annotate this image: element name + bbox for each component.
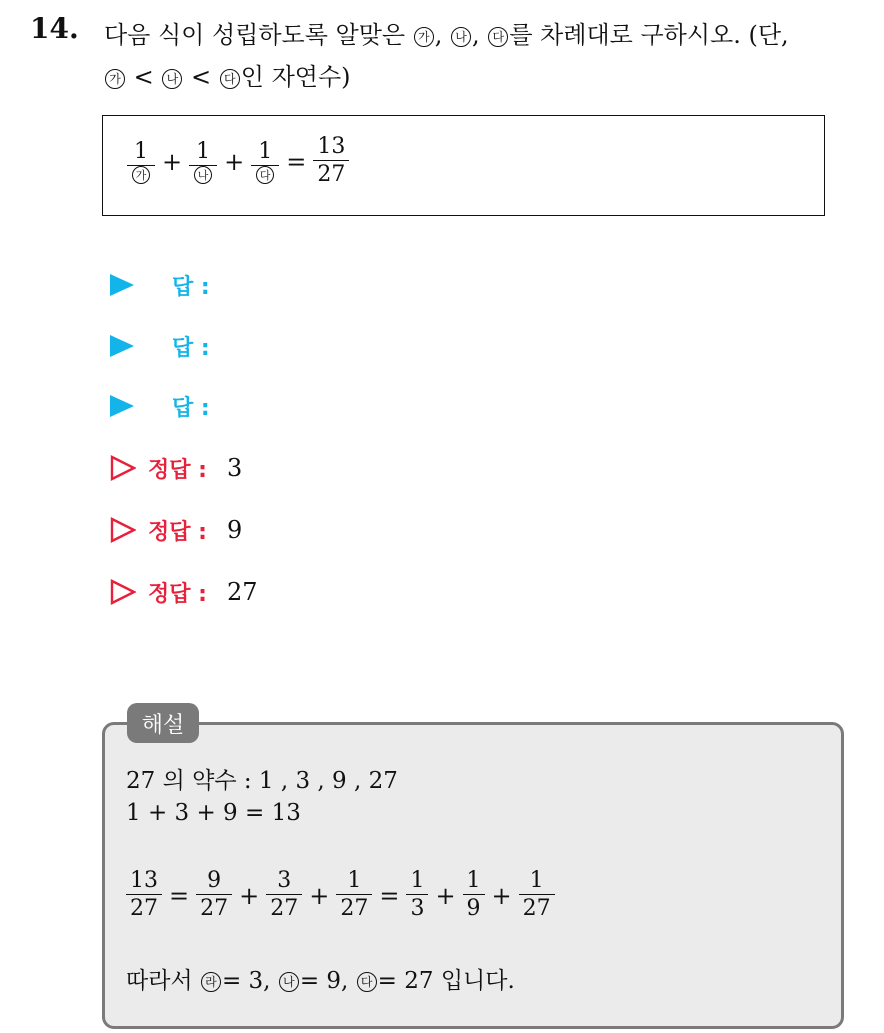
correct-label: 정답 : — [148, 457, 207, 483]
explanation-fraction-equation: $\frac{13}{27}$ = $\frac{9}{27}$ + $\frac{3}{27}$ + $\frac{1}{27}$ = $\frac{1}{3}$ + $\frac{1}{9}$ + $\frac{1}{27}$ — [122, 868, 559, 923]
question-number: 14. — [30, 12, 79, 45]
correct-answer-row-3 — [110, 574, 258, 610]
question-text — [104, 14, 874, 98]
question-line-2: 가 < 나 < 다 인 자연수) — [104, 56, 874, 98]
question-line-1: 다음 식이 성립하도록 알맞은 가 , 나 , 다 를 차례대로 구하시오. (단, — [104, 21, 789, 49]
symbol-na: 나 — [451, 27, 471, 47]
fraction: $\frac{9}{27}$ — [196, 868, 232, 923]
correct-answer-row-1 — [110, 450, 242, 486]
answer-label: 답 : — [172, 274, 210, 300]
fraction: $\frac{1}{9}$ — [463, 868, 485, 923]
fraction: $\frac{1}{27}$ — [519, 868, 555, 923]
correct-value: 9 — [226, 516, 243, 544]
symbol-ga: 가 — [132, 166, 150, 184]
explanation-line-sum: 1 + 3 + 9 = 13 — [126, 800, 301, 826]
fraction: $\frac{3}{27}$ — [266, 868, 302, 923]
outline-triangle-icon — [110, 517, 136, 543]
symbol-da: 다 — [256, 166, 274, 184]
fraction-rhs: $\frac{13}{27}$ — [313, 134, 349, 189]
answer-label: 답 : — [172, 395, 210, 421]
fraction-ga: $\frac{1}{\text{가}}$ — [127, 139, 155, 184]
symbol-ga: 가 — [414, 27, 434, 47]
fraction: $\frac{13}{27}$ — [126, 868, 162, 923]
fraction: $\frac{1}{27}$ — [336, 868, 372, 923]
explanation-tab: 해설 — [127, 703, 199, 743]
explanation-conclusion: 따라서 라 = 3, 나 = 9, 다 = 27 입니다. — [126, 968, 515, 994]
fraction-da: $\frac{1}{\text{다}}$ — [251, 139, 279, 184]
answer-row-1[interactable] — [110, 267, 210, 303]
symbol-na: 나 — [194, 166, 212, 184]
symbol-na: 나 — [162, 69, 182, 89]
symbol-ga: 가 — [105, 69, 125, 89]
symbol-ra: 라 — [201, 972, 221, 992]
outline-triangle-icon — [110, 455, 136, 481]
fraction: $\frac{1}{3}$ — [406, 868, 428, 923]
play-triangle-icon — [110, 395, 134, 417]
play-triangle-icon — [110, 274, 134, 296]
outline-triangle-icon — [110, 579, 136, 605]
symbol-na: 나 — [279, 972, 299, 992]
answer-label: 답 : — [172, 335, 210, 361]
symbol-da: 다 — [488, 27, 508, 47]
correct-answer-row-2 — [110, 512, 242, 548]
correct-value: 27 — [226, 578, 258, 606]
equation: $\frac{1}{\text{가}}$ + $\frac{1}{\text{나}}$ + $\frac{1}{\text{다}}$ = $\frac{13}{27}$ — [123, 134, 353, 189]
play-triangle-icon — [110, 335, 134, 357]
equation-box — [102, 115, 825, 216]
symbol-da: 다 — [357, 972, 377, 992]
explanation-line-divisors: 27 의 약수 : 1 , 3 , 9 , 27 — [126, 768, 398, 794]
symbol-da: 다 — [220, 69, 240, 89]
answer-row-2[interactable] — [110, 328, 210, 364]
answer-row-3[interactable] — [110, 388, 210, 424]
correct-label: 정답 : — [148, 519, 207, 545]
fraction-na: $\frac{1}{\text{나}}$ — [189, 139, 217, 184]
correct-label: 정답 : — [148, 581, 207, 607]
correct-value: 3 — [226, 454, 243, 482]
